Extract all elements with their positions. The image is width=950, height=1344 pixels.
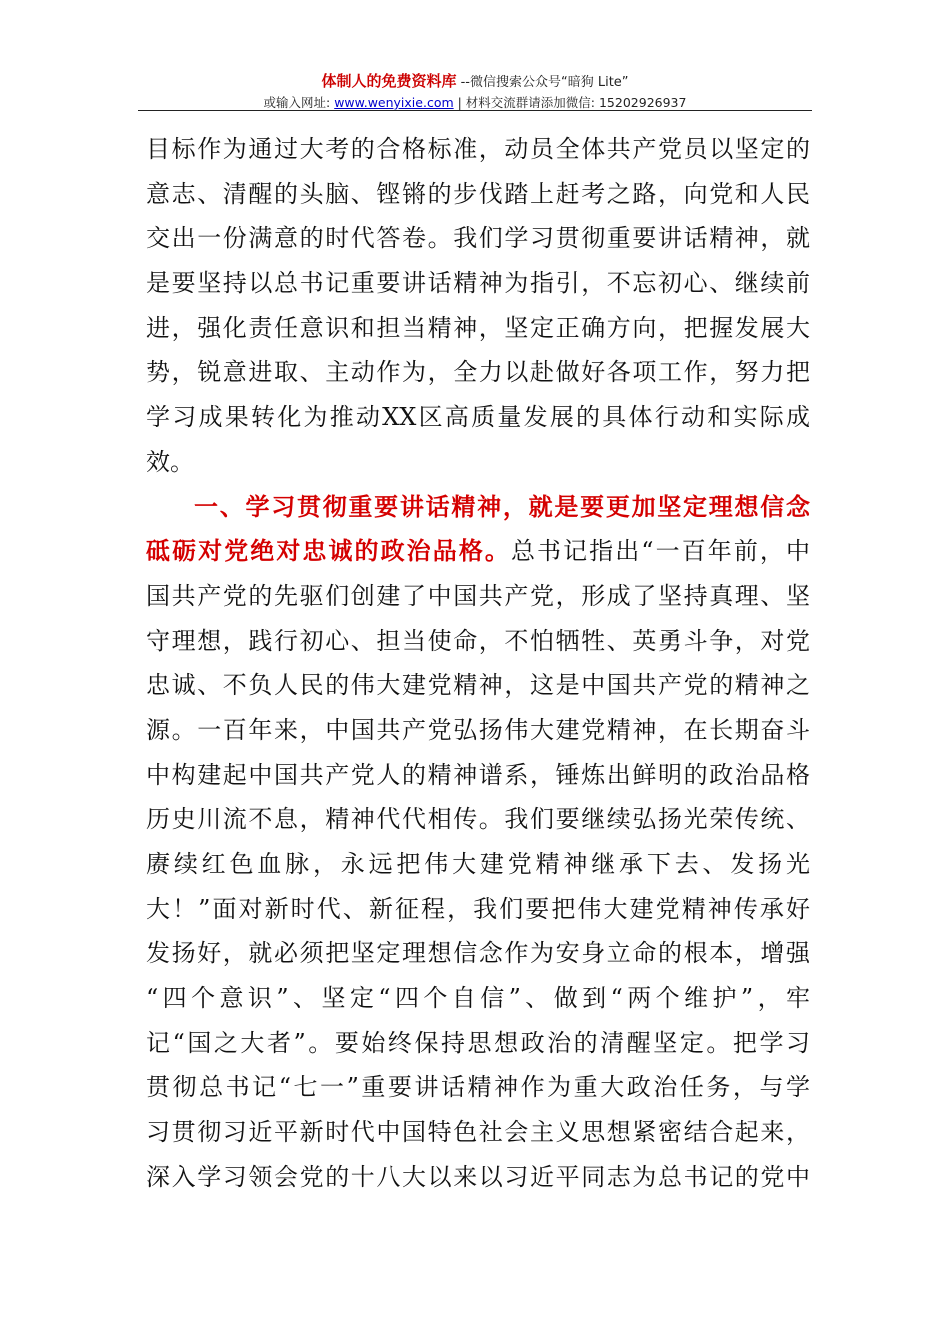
header-wechat-note: --微信搜索公众号“暗狗 Lite” <box>456 75 629 90</box>
text-run: 总书记指出“一百年前，中 <box>510 537 810 566</box>
text-line: 交出一份满意的时代答卷。我们学习贯彻重要讲话精神，就 <box>146 224 810 253</box>
text-line: 效。 <box>146 447 194 476</box>
section-heading-end: 砥砺对党绝对忠诚的政治品格。 <box>146 537 511 566</box>
text-line: 贯彻总书记“七一”重要讲话精神作为重大政治任务，与学 <box>146 1073 810 1102</box>
paragraph-1 <box>146 127 810 485</box>
document-body <box>146 127 810 1200</box>
text-line: 历史川流不息，精神代代相传。我们要继续弘扬光荣传统、 <box>146 805 810 834</box>
text-line: 学习成果转化为推动XX区高质量发展的具体行动和实际成 <box>146 403 810 432</box>
text-line: “四个意识”、坚定“四个自信”、做到“两个维护”，牢 <box>146 984 810 1013</box>
text-line: 势，锐意进取、主动作为，全力以赴做好各项工作，努力把 <box>146 358 810 387</box>
section-heading-line: 一、学习贯彻重要讲话精神，就是要更加坚定理想信念 <box>194 492 810 521</box>
paragraph-2 <box>146 485 810 1200</box>
text-line: 赓续红色血脉，永远把伟大建党精神继承下去、发扬光 <box>146 850 810 878</box>
header-title <box>138 70 812 94</box>
text-line: 深入学习领会党的十八大以来以习近平同志为总书记的党中 <box>146 1162 810 1191</box>
text-line: 守理想，践行初心、担当使命，不怕牺牲、英勇斗争，对党 <box>146 626 810 655</box>
text-line <box>146 529 810 574</box>
text-line: 目标作为通过大考的合格标准，动员全体共产党员以坚定的 <box>146 135 810 163</box>
text-line: 中构建起中国共产党人的精神谱系，锤炼出鲜明的政治品格 <box>146 760 810 789</box>
text-line: 源。一百年来，中国共产党弘扬伟大建党精神，在长期奋斗 <box>146 715 810 744</box>
text-line: 忠诚、不负人民的伟大建党精神，这是中国共产党的精神之 <box>146 671 810 700</box>
text-line: 是要坚持以总书记重要讲话精神为指引，不忘初心、继续前 <box>146 269 810 298</box>
header-contact: | 材料交流群请添加微信: 15202926937 <box>453 95 687 110</box>
text-line: 习贯彻习近平新时代中国特色社会主义思想紧密结合起来， <box>146 1118 810 1147</box>
page-header <box>138 70 812 112</box>
text-line: 国共产党的先驱们创建了中国共产党，形成了坚持真理、坚 <box>146 581 810 610</box>
text-line: 进，强化责任意识和担当精神，坚定正确方向，把握发展大 <box>146 313 810 342</box>
header-url-prefix: 或输入网址: <box>263 95 335 110</box>
text-line: 记“国之大者”。要始终保持思想政治的清醒坚定。把学习 <box>146 1028 810 1057</box>
header-brand: 体制人的免费资料库 <box>321 72 457 90</box>
text-line: 意志、清醒的头脑、铿锵的步伐踏上赶考之路，向党和人民 <box>146 179 810 208</box>
text-line: 发扬好，就必须把坚定理想信念作为安身立命的根本，增强 <box>146 939 810 968</box>
text-line: 大！”面对新时代、新征程，我们要把伟大建党精神传承好 <box>146 894 810 923</box>
header-website-link[interactable]: www.wenyixie.com <box>334 95 454 110</box>
header-divider <box>138 110 812 111</box>
